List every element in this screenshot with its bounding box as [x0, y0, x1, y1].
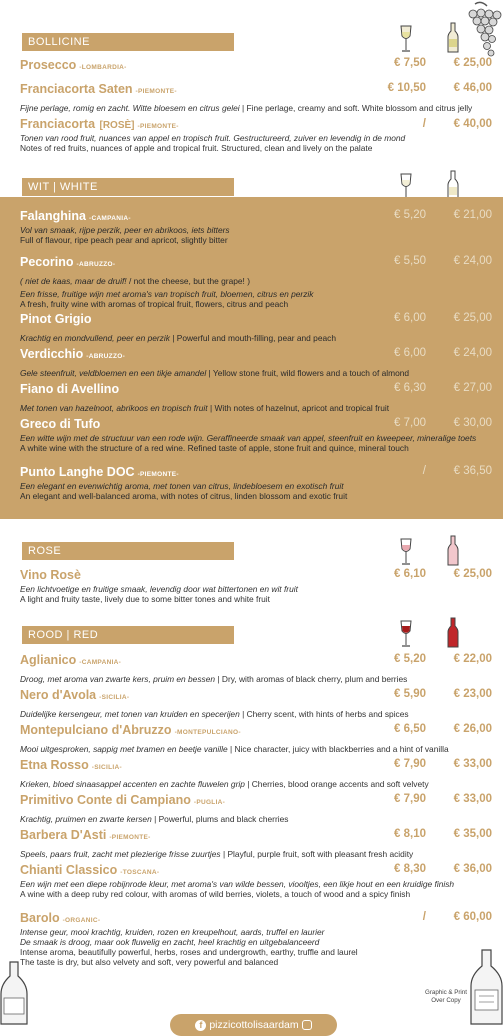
price-glass: € 5,50: [394, 255, 426, 267]
list-item: Nero d'Avola -SICILIA- Duidelijke kersengeur, met tonen van kruiden en specerijen | Cherry scent, with hints of herbs and spices: [20, 688, 409, 719]
wine-name: Prosecco: [20, 58, 77, 72]
list-item: Aglianico -CAMPANIA- Droog, met aroma van zwarte kers, pruim en bessen | Dry, with aromas of black cherry, plum and berries: [20, 653, 408, 684]
price-glass: € 6,30: [394, 382, 426, 394]
description-nl: Met tonen van hazelnoot, abrikoos en tropisch fruit: [20, 403, 208, 413]
price-bottle: € 35,00: [453, 828, 492, 840]
description-nl: Een frisse, fruitige wijn met aroma's van tropisch fruit, bloemen, citrus en perzik: [20, 289, 314, 299]
price-glass: € 7,90: [394, 793, 426, 805]
price-glass: € 5,90: [394, 688, 426, 700]
wine-name: Greco di Tufo: [20, 417, 101, 431]
price-glass: /: [422, 118, 426, 130]
price-bottle: € 30,00: [453, 417, 492, 429]
description-en: Full of flavour, ripe peach pear and apricot, slightly bitter: [20, 235, 228, 245]
wine-name: Verdicchio: [20, 347, 84, 361]
wine-name: Montepulciano d'Abruzzo: [20, 723, 172, 737]
list-item: Franciacorta Saten -PIEMONTE- Fijne perlage, romig en zacht. Witte bloesem en citrus gelei | Fine perlage, creamy and soft. White blossom and citrus jelly: [20, 82, 473, 113]
price-glass: € 7,90: [394, 758, 426, 770]
wine-region: -ABRUZZO-: [86, 353, 126, 360]
white-wine-panel: [0, 197, 503, 519]
description-en: A wine with a deep ruby red colour, with aromas of wild berries, violets, a touch of wood and a spicy finish: [20, 889, 411, 899]
wine-name: Punto Langhe DOC: [20, 465, 135, 479]
wine-name: Etna Rosso: [20, 758, 89, 772]
description-en: Yellow stone fruit, wild flowers and a touch of almond: [212, 368, 410, 378]
list-item: Montepulciano d'Abruzzo -MONTEPULCIANO- Mooi uitgesproken, sappig met bramen en beetje vanille | Nice character, juicy with blackberries and a hint of vanilla: [20, 723, 449, 754]
price-bottle: € 23,00: [453, 688, 492, 700]
description-nl: Speels, paars fruit, zacht met plezierige frisse zuurtjes: [20, 849, 221, 859]
wine-name: Pecorino: [20, 255, 74, 269]
description-en: Intense aroma, beautifully powerful, herbs, roses and undergrowth, earthy, truffle and laurel: [20, 947, 358, 957]
price-bottle: € 27,00: [453, 382, 492, 394]
wine-name: Chianti Classico: [20, 863, 118, 877]
wine-name-extra: [ROSÈ]: [99, 120, 135, 131]
description-nl: Een elegant en evenwichtig aroma, met tonen van citrus, lindebloesem en exotisch fruit: [20, 481, 344, 491]
description-nl: Droog, met aroma van zwarte kers, pruim en bessen: [20, 674, 216, 684]
wine-region: -SICILIA-: [99, 694, 130, 701]
description-en: With notes of hazelnut, apricot and tropical fruit: [214, 403, 390, 413]
wine-name: Nero d'Avola: [20, 688, 97, 702]
price-bottle: € 36,00: [453, 863, 492, 875]
price-glass: € 6,50: [394, 723, 426, 735]
description-en: Cherry scent, with hints of herbs and spices: [246, 709, 409, 719]
bottle-illustration-left: [0, 962, 28, 1024]
price-glass: € 5,20: [394, 209, 426, 221]
description-nl: Krieken, bloed sinaasappel accenten en zachte fluwelen grip: [20, 779, 245, 789]
list-item: Primitivo Conte di Campiano -PUGLIA- Krachtig, pruimen en zwarte kersen | Powerful, plums and black cherries: [20, 793, 289, 824]
wine-region: -PIEMONTE-: [135, 88, 177, 95]
section-header-rood: ROOD | RED: [22, 626, 234, 644]
section-header-wit: WIT | WHITE: [22, 178, 234, 196]
list-item: Fiano di Avellino Met tonen van hazelnoot, abrikoos en tropisch fruit | With notes of hazelnut, apricot and tropical fruit: [20, 382, 390, 413]
description-en-2: The taste is dry, but also velvety and soft, very powerful and balanced: [20, 957, 279, 967]
description-en: Fine perlage, creamy and soft. White blossom and citrus jelly: [246, 103, 473, 113]
price-bottle: € 26,00: [453, 723, 492, 735]
credit-line-1: Graphic & Print: [425, 989, 467, 996]
wine-name: Primitivo Conte di Campiano: [20, 793, 191, 807]
description-en: Powerful and mouth-filling, pear and peach: [176, 333, 336, 343]
price-glass: /: [422, 465, 426, 477]
description-nl: Krachtig, pruimen en zwarte kersen: [20, 814, 152, 824]
description-en: Cherries, blood orange accents and soft velvety: [251, 779, 429, 789]
price-glass: € 6,00: [394, 312, 426, 324]
price-glass: /: [422, 911, 426, 923]
section-header-bollicine: BOLLICINE: [22, 33, 234, 51]
price-bottle: € 25,00: [453, 568, 492, 580]
price-glass: € 10,50: [387, 82, 426, 94]
facebook-icon: f: [195, 1020, 206, 1031]
description-nl-pre: ( niet de kaas, maar de druif!: [20, 276, 129, 286]
price-glass: € 7,50: [394, 57, 426, 69]
description-nl: Fijne perlage, romig en zacht. Witte bloesem en citrus gelei: [20, 103, 240, 113]
wine-region: -MONTEPULCIANO-: [174, 729, 241, 736]
description-en: Powerful, plums and black cherries: [158, 814, 289, 824]
price-bottle: € 24,00: [453, 255, 492, 267]
description-en: A white wine with the structure of a red wine. Refined taste of apple, stone fruit and quince, mineral touch: [20, 443, 409, 453]
description-nl: Duidelijke kersengeur, met tonen van kruiden en specerijen: [20, 709, 240, 719]
wine-name: Fiano di Avellino: [20, 382, 120, 396]
wine-glass-icon: [399, 619, 413, 649]
wine-name: Barolo: [20, 911, 60, 925]
price-bottle: € 40,00: [453, 118, 492, 130]
wine-region: -PIEMONTE-: [137, 123, 179, 130]
wine-bottle-icon: [446, 617, 460, 649]
list-item: Verdicchio -ABRUZZO- Gele steenfruit, veldbloemen en een tikje amandel | Yellow stone fruit, wild flowers and a touch of almond: [20, 347, 410, 378]
price-bottle: € 36,50: [453, 465, 492, 477]
description-en: Notes of red fruits, nuances of apple and tropical fruit. Structured, clean and lively on the palate: [20, 143, 373, 153]
price-bottle: € 25,00: [453, 312, 492, 324]
price-bottle: € 33,00: [453, 793, 492, 805]
wine-region: -PIEMONTE-: [109, 834, 151, 841]
price-glass: € 7,00: [394, 417, 426, 429]
price-glass: € 8,10: [394, 828, 426, 840]
wine-name: Falanghina: [20, 209, 86, 223]
list-item: [20, 909, 400, 967]
wine-region: -ABRUZZO-: [76, 261, 116, 268]
price-bottle: € 33,00: [453, 758, 492, 770]
wine-region: -SICILIA-: [91, 764, 122, 771]
wine-name: Vino Rosè: [20, 568, 81, 582]
list-item: Pinot Grigio Krachtig en mondvullend, peer en perzik | Powerful and mouth-filling, pear and peach: [20, 312, 336, 343]
description-en: An elegant and well-balanced aroma, with notes of citrus, linden blossom and exotic fruit: [20, 491, 348, 501]
price-glass: € 5,20: [394, 653, 426, 665]
wine-region: -ORGANIC-: [62, 917, 101, 924]
description-nl: Gele steenfruit, veldbloemen en een tikje amandel: [20, 368, 207, 378]
social-handle: pizzicottolisaardam: [209, 1019, 299, 1032]
wine-region: -TOSCANA-: [120, 869, 160, 876]
description-nl-2: De smaak is droog, maar ook fluwelig en zacht, heel krachtig en uitgebalanceerd: [20, 937, 320, 947]
wine-region: -CAMPANIA-: [79, 659, 122, 666]
price-glass: € 8,30: [394, 863, 426, 875]
wine-region: -LOMBARDIA-: [79, 64, 127, 71]
price-bottle: € 25,00: [453, 57, 492, 69]
section-header-rose: ROSE: [22, 542, 234, 560]
bottle-illustration-right: [470, 950, 503, 1024]
credit-note: [416, 989, 476, 1005]
description-nl: Een witte wijn met de structuur van een rode wijn. Geraffineerde smaak van appel, steenfruit en kweepeer, mineralige toets: [20, 433, 477, 443]
description-nl: Mooi uitgesproken, sappig met bramen en beetje vanille: [20, 744, 228, 754]
description-en: A fresh, fruity wine with aromas of tropical fruit, flowers, citrus and peach: [20, 299, 289, 309]
wine-name: Pinot Grigio: [20, 312, 92, 326]
wine-name: Barbera D'Asti: [20, 828, 107, 842]
price-bottle: € 46,00: [453, 82, 492, 94]
wine-bottle-icon: [446, 22, 460, 54]
credit-line-2: Over Copy: [431, 997, 461, 1004]
description-en: A light and fruity taste, lively due to some bitter tones and white fruit: [20, 594, 270, 604]
price-glass: € 6,10: [394, 568, 426, 580]
price-bottle: € 21,00: [453, 209, 492, 221]
description-nl: Een lichtvoetige en fruitige smaak, levendig door wat bittertonen en wit fruit: [20, 584, 298, 594]
description-nl: Vol van smaak, rijpe perzik, peer en abrikoos, iets bitters: [20, 225, 230, 235]
wine-glass-icon: [399, 537, 413, 567]
price-bottle: € 22,00: [453, 653, 492, 665]
description-en: Nice character, juicy with blackberries and a hint of vanilla: [234, 744, 449, 754]
instagram-icon: [302, 1020, 312, 1030]
wine-glass-icon: [399, 24, 413, 54]
social-handle-bar[interactable]: [170, 1014, 337, 1036]
description-en: Playful, purple fruit, soft with pleasant fresh acidity: [227, 849, 414, 859]
description-en-pre: / not the cheese, but the grape! ): [128, 276, 250, 286]
price-bottle: € 24,00: [453, 347, 492, 359]
wine-name: Franciacorta Saten: [20, 82, 133, 96]
description-nl: Krachtig en mondvullend, peer en perzik: [20, 333, 170, 343]
wine-region: -PUGLIA-: [193, 799, 226, 806]
wine-region: -PIEMONTE-: [137, 471, 179, 478]
wine-bottle-icon: [446, 535, 460, 567]
price-glass: € 6,00: [394, 347, 426, 359]
list-item: Barbera D'Asti -PIEMONTE- Speels, paars fruit, zacht met plezierige frisse zuurtjes | Playful, purple fruit, soft with pleasant fresh acidity: [20, 828, 414, 859]
description-en: Dry, with aromas of black cherry, plum and berries: [221, 674, 408, 684]
wine-region: -CAMPANIA-: [88, 215, 131, 222]
description-nl: Een wijn met een diepe robijnrode kleur, met aroma's van wilde bessen, viooltjes, een likje hout en een kruidige finish: [20, 879, 455, 889]
wine-name: Aglianico: [20, 653, 77, 667]
description-nl: Intense geur, mooi krachtig, kruiden, rozen en kreupelhout, aards, truffel en laurier: [20, 927, 325, 937]
list-item: Etna Rosso -SICILIA- Krieken, bloed sinaasappel accenten en zachte fluwelen grip | Cherries, blood orange accents and soft velvety: [20, 758, 429, 789]
description-nl: Tonen van rood fruit, nuances van appel en tropisch fruit. Gestructureerd, zuiver en levendig in de mond: [20, 133, 406, 143]
wine-name: Franciacorta: [20, 117, 96, 131]
price-bottle: € 60,00: [453, 911, 492, 923]
